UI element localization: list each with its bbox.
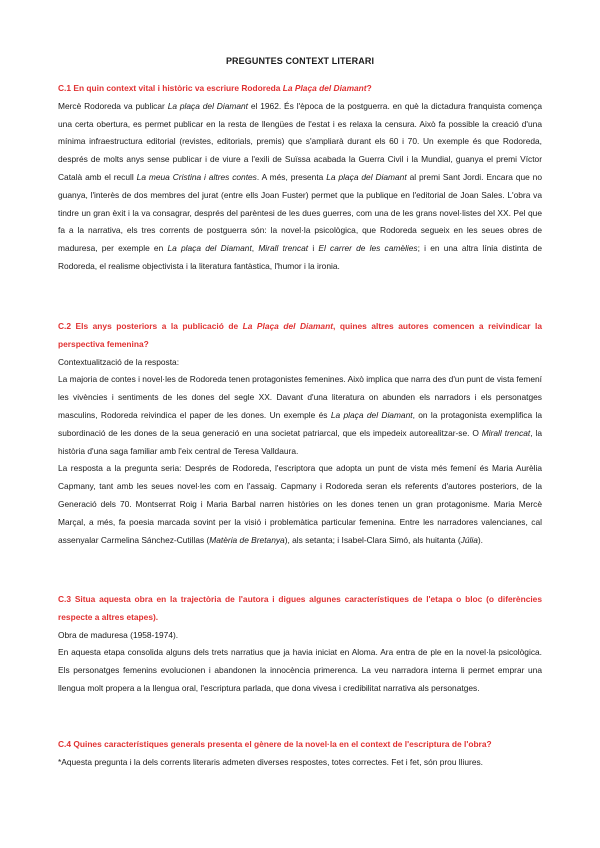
section-c3 — [58, 591, 542, 698]
section-c1 — [58, 80, 542, 276]
question-heading: C.2 Els anys posteriors a la publicació de La Plaça del Diamant, quines altres autores comencen a reivindicar la perspectiva femenina? — [58, 321, 542, 349]
question-heading: C.3 Situa aquesta obra en la trajectòria de l'autora i digues algunes característiques de l'etapa o bloc (o diferències respecte a altres etapes). — [58, 594, 542, 622]
answer-paragraph: *Aquesta pregunta i la dels corrents literaris admeten diverses respostes, totes correctes. Fet i fet, són prou lliures. — [58, 756, 483, 767]
subheading: Contextualització de la resposta: — [58, 356, 180, 367]
question-heading: C.4 Quines característiques generals presenta el gènere de la novel·la en el context de l'escriptura de l'obra? — [58, 739, 492, 749]
subheading: Obra de maduresa (1958-1974). — [58, 629, 179, 640]
page-title: PREGUNTES CONTEXT LITERARI — [225, 56, 375, 66]
section-c2 — [58, 318, 542, 549]
answer-paragraph: La resposta a la pregunta seria: Després de Rodoreda, l'escriptora que adopta un punt de vista més femení és Maria Aurèlia Capmany, tant amb les seues novel·les com en l'assaig. Capmany i Rodoreda seran els referents d'autores posteriors, de la Generació dels 70. Montserrat Roig i Maria Barbal narren històries on les dones tenen un gran protagonisme. Maria Mercè Marçal, a més, fa poesia marcada sovint per la visió i problemàtica particular femenina. Entre les narradores valencianes, cal assenyalar Carmelina Sánchez-Cutillas (Matèria de Bretanya), als setanta; i Isabel-Clara Simó, als huitanta (Júlia). — [58, 463, 542, 545]
question-heading: C.1 En quin context vital i històric va escriure Rodoreda La Plaça del Diamant? — [58, 83, 372, 93]
answer-paragraph: Mercè Rodoreda va publicar La plaça del Diamant el 1962. És l'època de la postguerra. en què la dictadura franquista comença una certa obertura, es permet publicar en la resta de llengües de l'estat i es relaxa la censura. Això fa possible la creació d'una mínima infraestructura editorial (revistes, editorials, premis) que s'ampliarà durant els 60 i 70. Un exemple és que Rodoreda, després de molts anys sense publicar i de viure a l'exili de Suïssa acabada la Guerra Civil i la Mundial, guanya el premi Víctor Català amb el recull La meua Cristina i altres contes. A més, presenta La plaça del Diamant al premi Sant Jordi. Encara que no guanya, l'interès de dos membres del jurat (entre ells Joan Fuster) permet que la publique en l'editorial de Joan Sales. L'obra va tindre un gran èxit i la va consagrar, després del parèntesi de les dues guerres, com una de les grans novel·listes del XX. Pel que fa a la narrativa, els tres corrents de postguerra són: la novel·la psicològica, que Rodoreda segueix en les seues obres de maduresa, per exemple en La plaça del Diamant, Mirall trencat i El carrer de les camèlies; i en una altra línia distinta de Rodoreda, el realisme objectivista i la literatura fantàstica, l'humor i la ironia. — [58, 100, 543, 271]
answer-paragraph: En aquesta etapa consolida alguns dels trets narratius que ja havia iniciat en Aloma. Ara entra de ple en la novel·la psicològica. Els personatges femenins evolucionen i abandonen la innocència primerenca. La veu narradora interna li permet emprar una llengua molt propera a la llengua oral, l'escriptura parlada, que dona vivesa i credibilitat narrativa als personatges. — [58, 647, 542, 693]
answer-paragraph: La majoria de contes i novel·les de Rodoreda tenen protagonistes femenines. Això implica que narra des d'un punt de vista femení les vivències i sentiments de les dones del segle XX. Davant d'una literatura on abunden els narradors i els personatges masculins, Rodoreda reivindica el paper de les dones. Un exemple és La plaça del Diamant, on la protagonista exemplifica la subordinació de les dones de la seua generació en una societat patriarcal, que els impedeix autorealitzar-se. O Mirall trencat, la història d'una saga familiar amb l'eix central de Teresa Valldaura. — [58, 374, 542, 456]
section-c4 — [58, 736, 542, 772]
